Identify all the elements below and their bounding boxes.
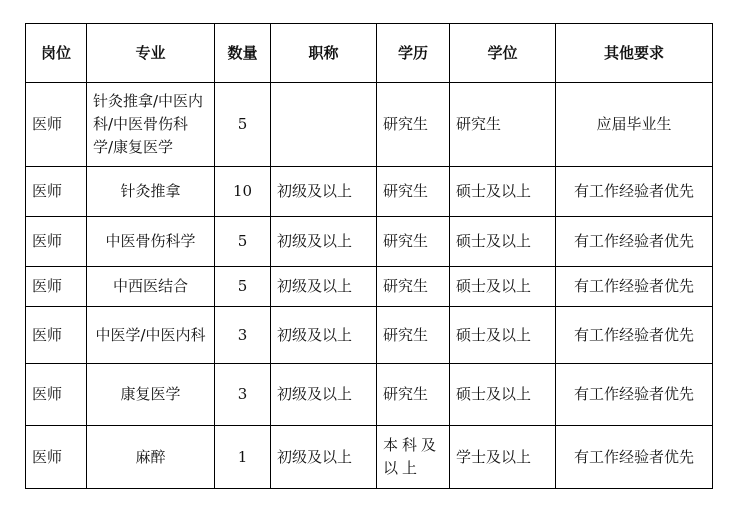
cell-education: 研究生 — [377, 217, 450, 267]
cell-other: 有工作经验者优先 — [556, 426, 713, 489]
cell-count: 10 — [215, 167, 271, 217]
cell-education: 研究生 — [377, 267, 450, 307]
cell-post: 医师 — [26, 426, 87, 489]
cell-post: 医师 — [26, 217, 87, 267]
cell-degree: 硕士及以上 — [450, 167, 556, 217]
cell-title: 初级及以上 — [271, 267, 377, 307]
header-title: 职称 — [271, 24, 377, 83]
cell-education: 本科及以上 — [377, 426, 450, 489]
cell-major: 康复医学 — [87, 364, 215, 426]
cell-post: 医师 — [26, 167, 87, 217]
table-row — [26, 167, 713, 217]
cell-education: 研究生 — [377, 364, 450, 426]
cell-education: 研究生 — [377, 167, 450, 217]
cell-other: 有工作经验者优先 — [556, 364, 713, 426]
cell-degree: 硕士及以上 — [450, 217, 556, 267]
header-degree: 学位 — [450, 24, 556, 83]
cell-other: 有工作经验者优先 — [556, 217, 713, 267]
cell-degree: 研究生 — [450, 83, 556, 167]
header-post: 岗位 — [26, 24, 87, 83]
header-major: 专业 — [87, 24, 215, 83]
cell-major: 中医骨伤科学 — [87, 217, 215, 267]
cell-degree: 硕士及以上 — [450, 364, 556, 426]
cell-count: 1 — [215, 426, 271, 489]
cell-count: 5 — [215, 267, 271, 307]
cell-count: 3 — [215, 364, 271, 426]
table-row — [26, 217, 713, 267]
cell-title: 初级及以上 — [271, 364, 377, 426]
cell-title: 初级及以上 — [271, 167, 377, 217]
table-row — [26, 83, 713, 167]
cell-title: 初级及以上 — [271, 426, 377, 489]
cell-post: 医师 — [26, 267, 87, 307]
cell-count: 3 — [215, 307, 271, 364]
header-count: 数量 — [215, 24, 271, 83]
cell-post: 医师 — [26, 83, 87, 167]
cell-degree: 硕士及以上 — [450, 307, 556, 364]
cell-title — [271, 83, 377, 167]
table-row — [26, 426, 713, 489]
cell-post: 医师 — [26, 307, 87, 364]
cell-other: 有工作经验者优先 — [556, 267, 713, 307]
cell-education: 研究生 — [377, 83, 450, 167]
cell-major: 针灸推拿/中医内科/中医骨伤科学/康复医学 — [87, 83, 215, 167]
header-education: 学历 — [377, 24, 450, 83]
recruitment-table — [25, 23, 713, 489]
cell-major: 麻醉 — [87, 426, 215, 489]
cell-other: 应届毕业生 — [556, 83, 713, 167]
header-other: 其他要求 — [556, 24, 713, 83]
cell-education: 研究生 — [377, 307, 450, 364]
cell-major: 中西医结合 — [87, 267, 215, 307]
cell-other: 有工作经验者优先 — [556, 167, 713, 217]
cell-count: 5 — [215, 83, 271, 167]
table-row — [26, 307, 713, 364]
cell-title: 初级及以上 — [271, 217, 377, 267]
cell-other: 有工作经验者优先 — [556, 307, 713, 364]
cell-major: 中医学/中医内科 — [87, 307, 215, 364]
cell-degree: 硕士及以上 — [450, 267, 556, 307]
cell-degree: 学士及以上 — [450, 426, 556, 489]
table-row — [26, 364, 713, 426]
cell-major: 针灸推拿 — [87, 167, 215, 217]
cell-post: 医师 — [26, 364, 87, 426]
cell-count: 5 — [215, 217, 271, 267]
header-row — [26, 24, 713, 83]
cell-title: 初级及以上 — [271, 307, 377, 364]
table-row — [26, 267, 713, 307]
